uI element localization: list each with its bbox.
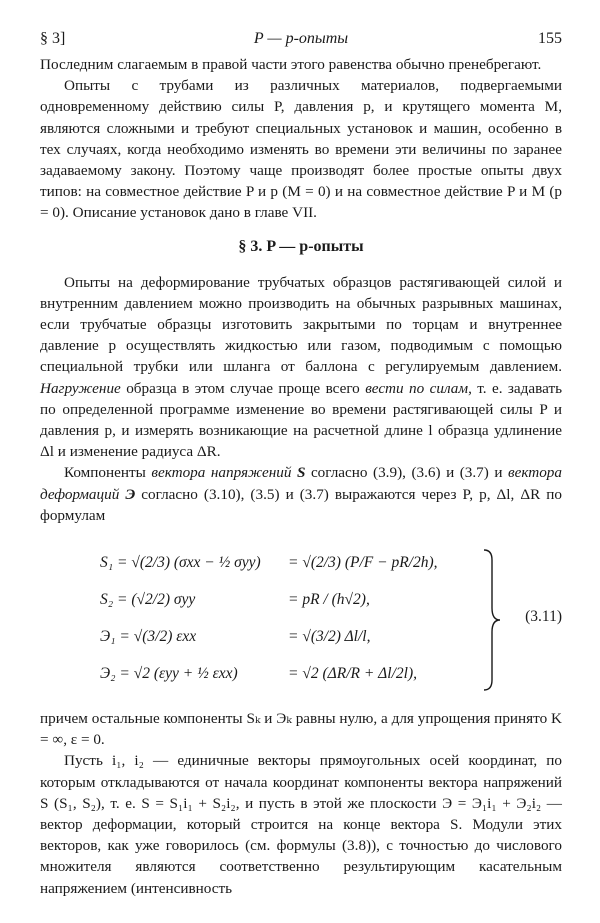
paragraph-6: Пусть i₁, i₂ — единичные векторы прямоугольных осей координат, по которым откладываются от начала координат компоненты вектора напряжений S (S₁, S₂), т. е. S = S₁i₁ + S₂i₂, и пусть в этой же плоскости Э = Э₁i₁ + Э₂i₂ — вектор деформации, который строится на конце вектора S. Модули этих векторов, как уже говорилось (см. формулы (3.8)), с точностью до числового множителя являются соответственно результирующим касательным напряжением (интенсивность [40, 752, 562, 897]
formula-1-left: S₁ = √(2/3) (σxx − ½ σyy) [100, 554, 261, 572]
paragraph-3-text-b: образца в этом случае проще всего [120, 379, 366, 397]
section-title: § 3. P — p-опыты [238, 237, 364, 255]
emphasis-vesti-po-silam: вести по силам [365, 379, 469, 397]
paragraph-3-text-a: Опыты на деформирование трубчатых образцов растягивающей силой и внутренним давлением можно производить на обычных разрывных машинах, если трубчатые образцы изготовить закрытыми по торцам и внутреннее давление p осуществлять жидкостью или газом, подводимым с помощью специальной трубки или шланга от баллона с регулируемым давлением. [40, 273, 562, 376]
formula-lines [100, 546, 480, 694]
formula-2-right: = pR / (h√2), [288, 591, 370, 609]
formula-3-left: Э₁ = √(3/2) εxx [100, 628, 197, 646]
emphasis-nagruzhenie: Нагружение [40, 379, 121, 397]
formula-3-right: = √(3/2) Δl/l, [288, 628, 371, 646]
running-header [40, 30, 562, 54]
emphasis-strain-vector: вектора деформаций [40, 464, 562, 503]
formula-line-1 [100, 546, 480, 583]
formula-line-4 [100, 657, 480, 694]
symbol-e: Э [119, 485, 136, 503]
paragraph-4 [40, 462, 562, 526]
paragraph-4-text-c: согласно (3.10), (3.5) и (3.7) выражаются через P, p, Δl, ΔR по формулам [40, 485, 563, 524]
formula-1-right: = √(2/3) (P/F − pR/2h), [288, 554, 438, 572]
symbol-s: S [291, 464, 306, 482]
right-brace [480, 546, 504, 694]
formula-line-2 [100, 583, 480, 620]
formula-4-right: = √2 (ΔR/R + Δl/2l), [288, 665, 417, 683]
formula-line-3 [100, 620, 480, 657]
equation-number: (3.11) [525, 608, 562, 626]
formula-4-left: Э₂ = √2 (εyy + ½ εxx) [100, 665, 238, 683]
header-section: § 3] [40, 30, 66, 47]
paragraph-5: причем остальные компоненты Sₖ и Эₖ равны нулю, а для упрощения принято K = ∞, ε = 0. [40, 710, 562, 749]
header-title: P — p-опыты [253, 30, 349, 47]
paragraph-3 [40, 272, 562, 463]
paragraph-4-text-b: согласно (3.9), (3.6) и (3.7) и [305, 464, 508, 482]
page-number: 155 [538, 30, 562, 47]
book-page [40, 30, 562, 899]
formula-block-3-11 [40, 546, 562, 696]
paragraph-3-text-c: , т. е. задавать по определенной программе изменение во времени растягивающей силы P и давления p, и измерять возникающие на расчетной длине l образца удлинение Δl и изменение радиуса ΔR. [40, 379, 563, 461]
formula-2-left: S₂ = (√2/2) σyy [100, 591, 196, 609]
paragraph-1: Последним слагаемым в правой части этого равенства обычно пренебрегают. [40, 56, 542, 73]
emphasis-stress-vector: вектора напряжений [151, 464, 292, 482]
paragraph-2: Опыты с трубами из различных материалов, подвергаемыми одновременному действию силы P, давления p, и крутящего момента M, являются сложными и требуют специальных установок и машин, особенно в тех случаях, когда необходимо изменять во времени эти величины по заранее задаваемому закону. Поэтому чаще производят более простые опыты двух типов: на совместное действие P и p (M = 0) и на совместное действие P и M (p = 0). Описание установок дано в главе VII. [40, 77, 562, 222]
paragraph-4-text-a: Компоненты [64, 464, 152, 482]
